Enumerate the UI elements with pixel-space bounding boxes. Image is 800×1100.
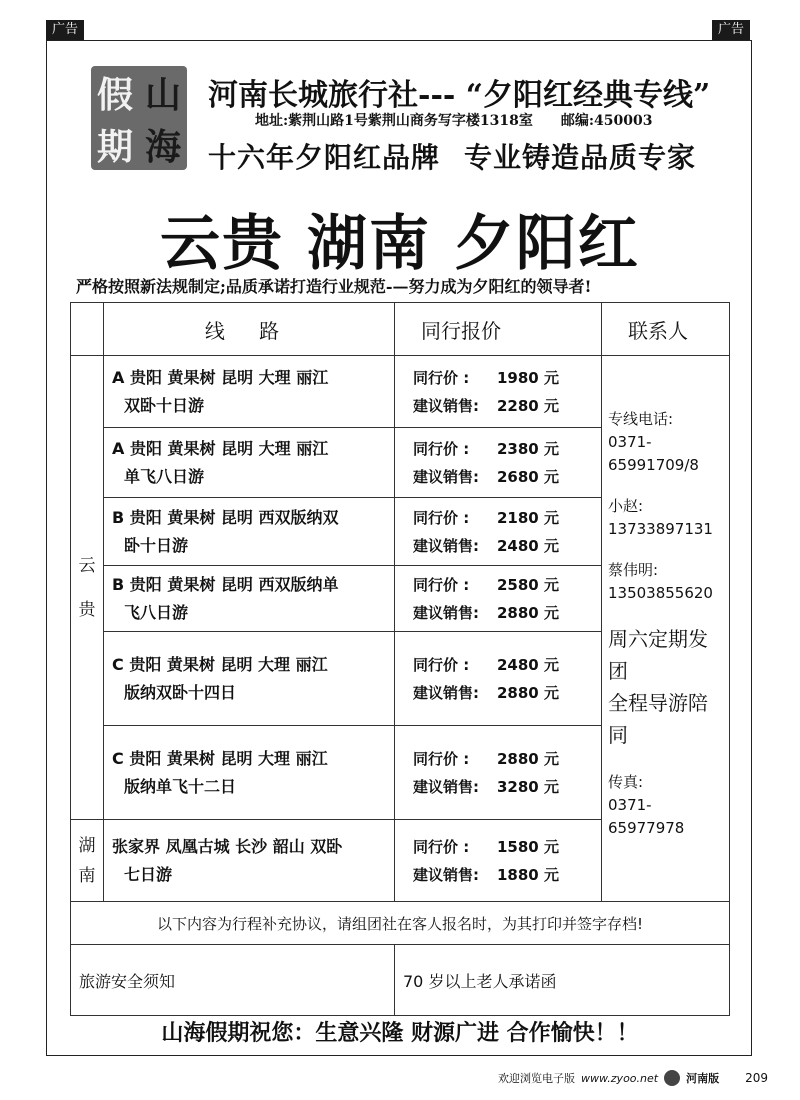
- route-cell: A 贵阳 黄果树 昆明 大理 丽江 单飞八日游: [104, 428, 395, 498]
- hotline-label: 专线电话:: [608, 410, 674, 428]
- table-header-row: [71, 303, 730, 356]
- agency-headline: 河南长城旅行社--- “夕阳红经典专线”: [208, 78, 711, 113]
- fax-label: 传真:: [608, 773, 644, 791]
- address-text: 地址:紫荆山路1号紫荆山商务写字楼1318室: [255, 113, 533, 129]
- safety-notice: 旅游安全须知: [71, 945, 395, 1016]
- region-label: 云 贵: [78, 555, 96, 620]
- route-price-table: [70, 302, 730, 1016]
- route-header: 线 路: [104, 303, 395, 356]
- postal-code: 邮编:450003: [560, 113, 653, 129]
- brand-slogan: [208, 136, 696, 176]
- elderly-pledge: 70 岁以上老人承诺函: [395, 945, 730, 1016]
- region-yungui: [71, 356, 104, 820]
- closing-greeting: 山海假期祝您：生意兴隆 财源广进 合作愉快！！: [161, 1021, 639, 1046]
- price-cell: 同行价 : 2180 元 建议销售: 2480 元: [395, 498, 602, 566]
- contact-person-2: 蔡伟明:: [608, 561, 659, 579]
- logo-char: 山: [144, 73, 181, 116]
- route-cell: 张家界 凤凰古城 长沙 韶山 双卧 七日游: [104, 820, 395, 902]
- supplement-note-row: [71, 902, 730, 945]
- agency-address: [255, 110, 653, 130]
- price-cell: 同行价 : 2480 元 建议销售: 2880 元: [395, 632, 602, 726]
- footer-logo-icon: [664, 1070, 680, 1086]
- region-header: [71, 303, 104, 356]
- logo-char: 假: [96, 73, 133, 116]
- contact-phone-1: 13733897131: [608, 520, 713, 538]
- contact-phone-2: 13503855620: [608, 584, 713, 602]
- contact-person-1: 小赵:: [608, 497, 644, 515]
- page-number: 209: [745, 1071, 768, 1085]
- footer-text: 欢迎浏览电子版: [498, 1072, 575, 1085]
- price-cell: 同行价 : 2880 元 建议销售: 3280 元: [395, 726, 602, 820]
- page-footer: [498, 1070, 768, 1086]
- price-cell: 同行价 : 1580 元 建议销售: 1880 元: [395, 820, 602, 902]
- annex-row: [71, 945, 730, 1016]
- route-cell: A 贵阳 黄果树 昆明 大理 丽江 双卧十日游: [104, 356, 395, 428]
- supplement-note: 以下内容为行程补充协议，请组团社在客人报名时，为其打印并签字存档!: [71, 902, 730, 945]
- ad-tag-left: 广告: [46, 20, 84, 40]
- logo-char: 海: [144, 125, 181, 168]
- slogan-part: 十六年夕阳红品牌: [208, 141, 441, 174]
- region-hunan: [71, 820, 104, 902]
- page-title: 云贵 湖南 夕阳红: [160, 209, 640, 279]
- route-cell: C 贵阳 黄果树 昆明 大理 丽江 版纳单飞十二日: [104, 726, 395, 820]
- contact-cell: [602, 356, 730, 902]
- fax-number: 0371-65977978: [608, 796, 685, 837]
- price-header: 同行报价: [395, 303, 602, 356]
- logo-char: 期: [96, 125, 133, 168]
- departure-schedule: 周六定期发团 全程导游陪同: [608, 627, 708, 747]
- ad-tag-right: 广告: [712, 20, 750, 40]
- region-label: 湖 南: [78, 835, 96, 886]
- price-cell: 同行价 : 2380 元 建议销售: 2680 元: [395, 428, 602, 498]
- shanhai-logo: [91, 66, 187, 170]
- route-cell: B 贵阳 黄果树 昆明 西双版纳双 卧十日游: [104, 498, 395, 566]
- route-cell: C 贵阳 黄果树 昆明 大理 丽江 版纳双卧十四日: [104, 632, 395, 726]
- price-cell: 同行价 : 1980 元 建议销售: 2280 元: [395, 356, 602, 428]
- footer-url: www.zyoo.net: [581, 1071, 659, 1085]
- table-row: [71, 356, 730, 428]
- contact-header: 联系人: [602, 303, 730, 356]
- hotline-number: 0371-65991709/8: [608, 433, 699, 474]
- slogan-part: 专业铸造品质专家: [464, 141, 697, 174]
- quality-commitment: 严格按照新法规制定;品质承诺打造行业规范-—努力成为夕阳红的领导者!: [76, 277, 592, 296]
- route-cell: B 贵阳 黄果树 昆明 西双版纳单 飞八日游: [104, 566, 395, 632]
- price-cell: 同行价 : 2580 元 建议销售: 2880 元: [395, 566, 602, 632]
- footer-edition: 河南版: [686, 1072, 720, 1085]
